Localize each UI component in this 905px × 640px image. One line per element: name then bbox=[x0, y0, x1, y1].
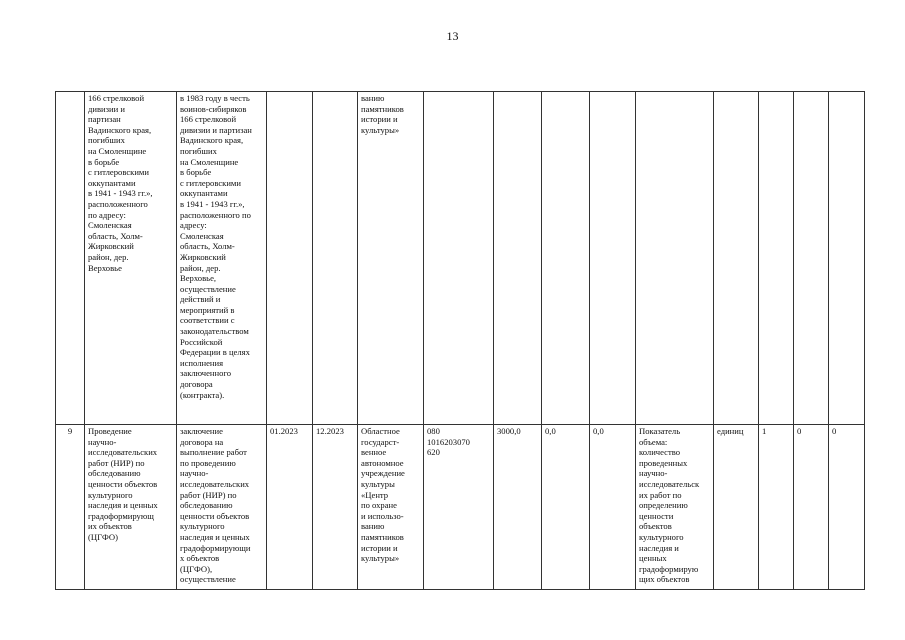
cell-value-3: 0 bbox=[829, 425, 865, 590]
cell-start: 01.2023 bbox=[267, 425, 313, 590]
cell-kbk bbox=[424, 92, 494, 425]
cell-num bbox=[56, 92, 85, 425]
cell-indicator: Показатель объема: количество проведенных научно- исследовательск их работ по определению ценности объектов культурного наследия и ценных градоформирую щих объектов bbox=[636, 425, 714, 590]
cell-executor: ванию памятников истории и культуры» bbox=[358, 92, 424, 425]
cell-action: в 1983 году в честь воинов-сибиряков 166 стрелковой дивизии и партизан Вадинского края, погибших на Смоленщине в борьбе с гитлеровскими оккупантами в 1941 - 1943 гг.», расположенного по адресу: Смоленская область, Холм- Жирковский район, дер. Верховье, осуществление действий и мероприятий в соответствии с законодательством Российской Федерации в целях исполнения заключенного договора (контракта). bbox=[177, 92, 267, 425]
cell-value-3 bbox=[829, 92, 865, 425]
cell-start bbox=[267, 92, 313, 425]
cell-amount: 3000,0 bbox=[494, 425, 542, 590]
cell-end bbox=[313, 92, 358, 425]
cell-name: Проведение научно- исследовательских работ (НИР) по обследованию ценности объектов культурного наследия и ценных градоформирующ их объектов (ЦГФО) bbox=[85, 425, 177, 590]
cell-executor: Областное государст- венное автономное учреждение культуры «Центр по охране и использо- ванию памятников истории и культуры» bbox=[358, 425, 424, 590]
cell-num: 9 bbox=[56, 425, 85, 590]
cell-value-2: 0 bbox=[794, 425, 829, 590]
page-number: 13 bbox=[446, 29, 459, 43]
cell-value-2 bbox=[794, 92, 829, 425]
table-row bbox=[56, 425, 865, 590]
table-row bbox=[56, 92, 865, 425]
cell-col8 bbox=[542, 92, 590, 425]
cell-unit bbox=[714, 92, 759, 425]
cell-col9: 0,0 bbox=[590, 425, 636, 590]
cell-amount bbox=[494, 92, 542, 425]
cell-indicator bbox=[636, 92, 714, 425]
cell-value-1 bbox=[759, 92, 794, 425]
cell-action: заключение договора на выполнение работ по проведению научно- исследовательских работ (НИР) по обследованию ценности объектов культурного наследия и ценных градоформирующи х объектов (ЦГФО), осуществление bbox=[177, 425, 267, 590]
cell-value-1: 1 bbox=[759, 425, 794, 590]
program-table bbox=[55, 91, 865, 590]
cell-col9 bbox=[590, 92, 636, 425]
cell-unit: единиц bbox=[714, 425, 759, 590]
cell-end: 12.2023 bbox=[313, 425, 358, 590]
cell-col8: 0,0 bbox=[542, 425, 590, 590]
cell-name: 166 стрелковой дивизии и партизан Вадинского края, погибших на Смоленщине в борьбе с гитлеровскими оккупантами в 1941 - 1943 гг.», расположенного по адресу: Смоленская область, Холм- Жирковский район, дер. Верховье bbox=[85, 92, 177, 425]
cell-kbk: 080 1016203070 620 bbox=[424, 425, 494, 590]
